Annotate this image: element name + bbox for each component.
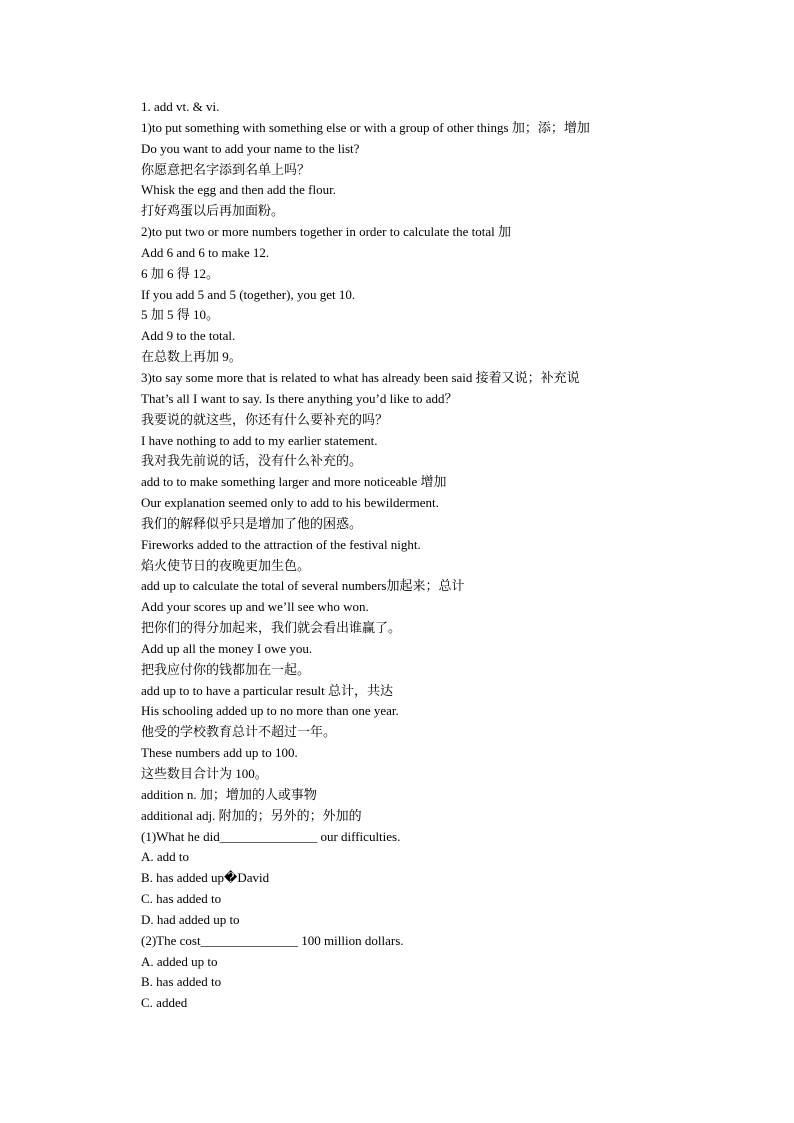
heading-word-entry: 1. add vt. & vi. [141, 99, 220, 114]
exercise-option: A. add to [141, 849, 190, 865]
example-sentence: I have nothing to add to my earlier statement. [141, 432, 378, 448]
definition-line: 3)to say some more that is related to what has already been said 接着又说；补充说 [141, 369, 580, 385]
definition-line: 2)to put two or more numbers together in order to calculate the total 加 [141, 224, 512, 240]
exercise-option: B. has added to [141, 974, 222, 990]
document-body [141, 97, 761, 1014]
example-sentence: That’s all I want to say. Is there anything you’d like to add？ [141, 390, 458, 406]
example-translation: 5 加 5 得 10。 [141, 307, 220, 323]
exercise-question: (1)What he did_______________ our difficulties. [141, 828, 401, 844]
phrase-definition: add up to to have a particular result 总计，共达 [141, 682, 393, 698]
exercise-question: (2)The cost_______________ 100 million dollars. [141, 932, 404, 948]
example-translation: 我们的解释似乎只是增加了他的困惑。 [141, 515, 363, 531]
example-sentence: His schooling added up to no more than one year. [141, 703, 399, 719]
example-translation: 我对我先前说的话，没有什么补充的。 [141, 453, 363, 469]
exercise-option: D. had added up to [141, 911, 240, 927]
example-sentence: Fireworks added to the attraction of the festival night. [141, 536, 421, 552]
example-sentence: Do you want to add your name to the list? [141, 140, 360, 156]
example-translation: 把你们的得分加起来，我们就会看出谁赢了。 [141, 620, 402, 636]
example-sentence: Add 9 to the total. [141, 328, 236, 344]
example-sentence: Whisk the egg and then add the flour. [141, 182, 336, 198]
example-sentence: Add 6 and 6 to make 12. [141, 244, 270, 260]
example-sentence: If you add 5 and 5 (together), you get 10. [141, 286, 356, 302]
example-translation: 打好鸡蛋以后再加面粉。 [141, 203, 285, 219]
example-translation: 我要说的就这些，你还有什么要补充的吗？ [141, 411, 389, 427]
example-translation: 6 加 6 得 12。 [141, 265, 220, 281]
example-translation: 焰火使节日的夜晚更加生色。 [141, 557, 311, 573]
example-sentence: Our explanation seemed only to add to his bewilderment. [141, 495, 439, 511]
phrase-definition: add to to make something larger and more noticeable 增加 [141, 474, 447, 490]
example-translation: 这些数目合计为 100。 [141, 766, 268, 781]
phrase-definition: add up to calculate the total of several numbers加起来；总计 [141, 578, 465, 594]
example-translation: 他受的学校教育总计不超过一年。 [141, 724, 337, 740]
exercise-option: B. has added up�David [141, 870, 270, 886]
example-sentence: These numbers add up to 100. [141, 745, 298, 761]
definition-line: 1)to put something with something else or with a group of other things 加；添；增加 [141, 119, 590, 135]
derived-word: addition n. 加；增加的人或事物 [141, 786, 317, 802]
example-translation: 在总数上再加 9。 [141, 349, 242, 365]
derived-word: additional adj. 附加的；另外的；外加的 [141, 807, 362, 823]
example-sentence: Add up all the money I owe you. [141, 640, 313, 656]
exercise-option: C. added [141, 995, 188, 1011]
example-translation: 把我应付你的钱都加在一起。 [141, 661, 311, 677]
exercise-option: C. has added to [141, 891, 222, 907]
example-sentence: Add your scores up and we’ll see who won. [141, 599, 369, 615]
example-translation: 你愿意把名字添到名单上吗？ [141, 161, 311, 177]
exercise-option: A. added up to [141, 953, 218, 969]
